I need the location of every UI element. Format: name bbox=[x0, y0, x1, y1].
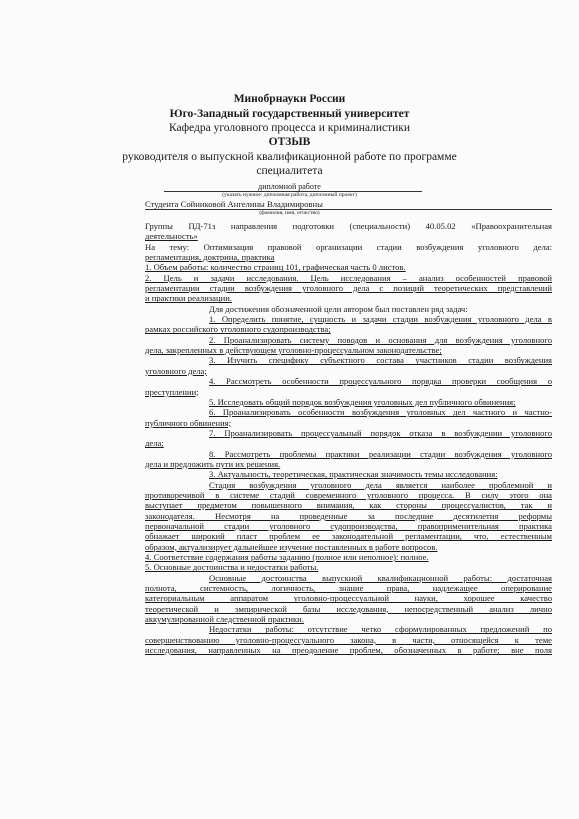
university-heading: Юго-Западный государственный университет bbox=[169, 108, 410, 120]
work-type: дипломной работе bbox=[258, 182, 321, 191]
text-line: дела; bbox=[145, 438, 164, 449]
text-line: Для достижения обозначенной цели автором был поставлен ряд задач: bbox=[209, 303, 468, 314]
text-line: образом, актуализирует дальнейшее изучение поставленных в работе вопросов. bbox=[145, 541, 438, 552]
text-line: Группы ПД-71з направления подготовки (специальности) 40.05.02 «Правоохранительная bbox=[145, 221, 552, 231]
text-line: исследования, направленных на преодоление проблем, обозначенных в работе; вне поля bbox=[145, 645, 552, 656]
text-line: Недостатки работы: отсутствие четко сформулированных предложений по bbox=[209, 624, 552, 635]
subtitle-line-1: руководителя о выпускной квалификационной работе по программе bbox=[122, 151, 457, 163]
text-line: полнота, системность, логичность, знание права, надлежащее оперирование bbox=[145, 583, 552, 594]
text-line: регламентации стадии возбуждения уголовного дела с позиций теоретических представлений bbox=[145, 283, 552, 294]
work-type-hint: (указать нужное: дипломная работа, дипломный проект) bbox=[222, 192, 357, 198]
text-line: 5. Основные достоинства и недостатки работы. bbox=[145, 562, 319, 573]
text-line: 6. Проанализировать особенности возбуждения уголовных дел частного и частно- bbox=[209, 407, 552, 418]
text-line: противоречивой в системе стадий современного уголовного процесса. В силу этого она bbox=[145, 489, 552, 500]
text-line: дела и предложить пути их решения. bbox=[145, 458, 281, 469]
text-line: выступает предметом повышенного внимания, как стороны процессуалистов, так и bbox=[145, 500, 552, 511]
ministry-heading: Минобрнауки России bbox=[233, 93, 346, 105]
text-line: 4. Рассмотреть особенности процессуального порядка проверки сообщения о bbox=[209, 376, 552, 387]
subtitle-line-2: специалитета bbox=[256, 165, 323, 177]
text-line: теоретической и эмпирической базы исследования, непосредственный анализ лично bbox=[145, 603, 552, 614]
text-line: аккумулированной следственной практики. bbox=[145, 614, 304, 625]
text-line: категориальным аппаратом уголовно-процессуальной науки, хорошее качество bbox=[145, 593, 552, 604]
text-line: 1. Объем работы: количество страниц 101, графическая часть 0 листов. bbox=[145, 262, 406, 273]
body-text bbox=[145, 221, 552, 655]
text-line: 3. Актуальность, теоретическая, практическая значимость темы исследования: bbox=[209, 469, 498, 480]
text-line: первоначальной стадии уголовного судопроизводства, правоприменительная практика bbox=[145, 520, 552, 531]
text-line: уголовного дела; bbox=[145, 365, 207, 376]
text-line: 4. Соответствие содержания работы заданию (полное или неполное): полное. bbox=[145, 552, 429, 562]
text-line: 8. Рассмотреть проблемы практики реализации стадии возбуждения уголовного bbox=[209, 448, 552, 459]
text-line: преступлении; bbox=[145, 386, 199, 397]
text-line: 5. Исследовать общий порядок возбуждения уголовных дел публичного обвинения; bbox=[209, 396, 516, 407]
student-name: Студента Сойниковой Ангелины Владимировны bbox=[145, 199, 323, 209]
text-line: и практики реализации. bbox=[145, 293, 232, 304]
text-line: На тему: Оптимизация правовой организации стадии возбуждения уголовного дела: bbox=[145, 241, 552, 252]
text-line: деятельность» bbox=[145, 231, 198, 242]
text-line: 7. Проанализировать процессуальный порядок отказа в возбуждении уголовного bbox=[209, 427, 552, 438]
text-line: 2. Цель и задачи исследования. Цель исследования – анализ особенностей правовой bbox=[145, 272, 552, 283]
text-line: регламентация, доктрина, практика bbox=[145, 252, 275, 263]
text-line: 2. Проанализировать систему поводов и основания для возбуждения уголовного bbox=[209, 334, 552, 345]
text-line: законодателя. Несмотря на проведенные за последние десятилетия реформы bbox=[145, 510, 552, 521]
text-line: дела, закрепленных в действующем уголовно-процессуальном законодательстве; bbox=[145, 345, 442, 356]
text-line: 1. Определить понятие, сущность и задачи стадии возбуждения уголовного дела в bbox=[209, 314, 552, 325]
text-line: совершенствованию уголовно-процессуального закона, в части, относящейся к теме bbox=[145, 634, 552, 645]
text-line: обнажает широкий пласт проблем ее законодательной регламентации, что, естественным bbox=[145, 531, 552, 542]
text-line: публичного обвинения; bbox=[145, 417, 232, 428]
text-line: рамках российского уголовного судопроизводства; bbox=[145, 324, 331, 335]
document-title: ОТЗЫВ bbox=[268, 136, 311, 148]
text-line: Стадия возбуждения уголовного дела является наиболее проблемной и bbox=[209, 479, 552, 490]
department-heading: Кафедра уголовного процесса и криминалистики bbox=[168, 122, 411, 134]
text-line: 3. Изучить специфику субъектного состава участников стадии возбуждения bbox=[209, 355, 552, 366]
text-line: Основные достоинства выпускной квалификационной работы: достаточная bbox=[209, 572, 552, 583]
student-hint: (фамилия, имя, отчество) bbox=[259, 210, 320, 216]
